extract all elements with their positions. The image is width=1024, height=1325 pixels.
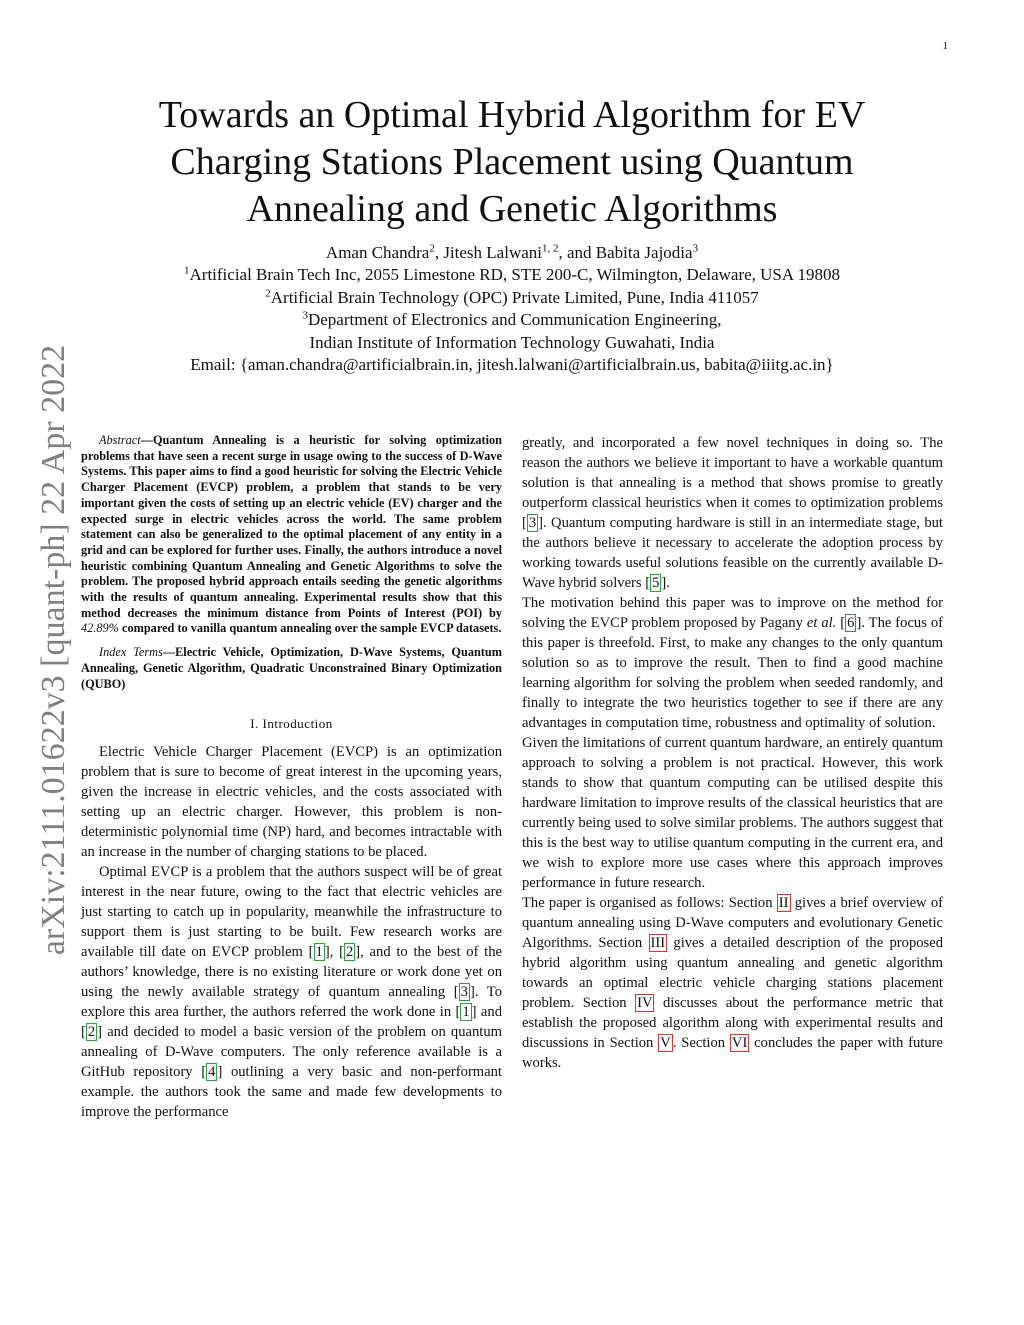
citation-link[interactable]: 2 (87, 1024, 96, 1041)
right-paragraph-4 (522, 893, 943, 1073)
author-name: , Jitesh Lalwani (434, 243, 542, 262)
author-name: Aman Chandra (325, 243, 430, 262)
index-terms-text: —Electric Vehicle, Optimization, D-Wave Systems, Quantum Annealing, Genetic Algorithm, Quadratic Unconstrained Binary Optimization (QUBO) (81, 645, 502, 691)
affiliation-mark: 3 (302, 309, 308, 322)
right-paragraph-2: The motivation behind this paper was to improve on the method for solving the EVCP problem proposed by Pagany et al. [ 6 ]. The focus of this paper is threefold. First, to make any changes to the only quantum solution so as to improve the result. Then to find a good machine learning algorithm for solving the problem when seeded randomly, and finally to integrate the two heuristics together to see if there are any advantages in computation time, robustness and optimality of solution. (522, 595, 944, 731)
paragraph-text: The motivation behind this paper was to improve on the method for solving the EVCP problem proposed by Pagany (522, 595, 943, 631)
paragraph-text: outlining a very basic and non-performant example. the authors took the same and made few developments to improve the performance (81, 1064, 502, 1121)
affiliation-1 (100, 264, 924, 286)
abstract-text: —Quantum Annealing is a heuristic for solving optimization problems that have seen a recent surge in usage owing to the success of D-Wave Systems. This paper aims to find a good heuristic for solving the Electric Vehicle Charger Placement (EVCP) problem, a problem that stands to be very important given the costs of setting up an electric vehicle (EV) charger and the expected surge in electric vehicles across the world. The same problem statement can also be generalized to the optimal placement of any entity in a grid and can be explored for further uses. Finally, the authors introduce a novel heuristic combining Quantum Annealing and Genetic Algorithms to solve the problem. The proposed hybrid approach entails seeding the genetic algorithms with the results of quantum annealing. Experimental results show that this method decreases the minimum distance from Points of Interest (POI) by (81, 433, 502, 620)
affiliation-3-institute: Indian Institute of Information Technology Guwahati, India (309, 332, 715, 352)
citation-link[interactable]: 5 (652, 575, 660, 591)
citation-link[interactable]: 3 (528, 515, 537, 531)
author-list (100, 242, 924, 264)
affiliation-mark: 1 (184, 264, 190, 277)
intro-paragraph-2: Optimal EVCP is a problem that the authors suspect will be of great interest in the near future, owing to the fact that electric vehicles are just starting to catch up in popularity, meanwhile the infrastructure to support them is just starting to be built. Few research works are available till date on EVCP problem [ 1 ], [ 2 ], and to the best of the authors’ knowledge, there is no existing literature or work done yet on using the newly available strategy of quantum annealing [ 3 ]. To explore this area further, the authors referred the work done in [ 1 ] and [ 2 ] and decided to model a basic version of the problem on quantum annealing of D-Wave computers. The only reference available is a GitHub repository [ 4 ] outlining a very basic and non-performant example. the authors took the same and made few developments to improve the performance (81, 864, 503, 1121)
author-affiliation-mark: 3 (692, 242, 699, 255)
left-column (81, 433, 502, 1122)
paragraph-text: and decided to model a basic version of the problem on quantum annealing of D-Wave computers. The only reference available is a GitHub repository (81, 1024, 502, 1081)
affiliation-text: Artificial Brain Tech Inc, 2055 Limestone RD, STE 200-C, Wilmington, Delaware, USA 19808 (189, 265, 840, 285)
citation-link[interactable]: 1 (315, 944, 323, 961)
citation-link[interactable]: 3 (460, 984, 468, 1001)
citation-link[interactable]: 4 (208, 1064, 216, 1081)
paragraph-text: Optimal EVCP is a problem that the authors suspect will be of great interest in the near future, owing to the fact that electric vehicles are just starting to catch up in popularity, meanwhile the infrastructure to support them is just starting to be built. Few research works are available till date on EVCP problem (81, 864, 502, 961)
section-ref-link[interactable]: III (650, 935, 666, 951)
paragraph-text: . To explore this area further, the authors referred the work done in (81, 984, 502, 1021)
index-terms-label: Index Terms (99, 645, 163, 660)
affiliation-text: Artificial Brain Technology (OPC) Private Limited, Pune, India 411057 (270, 287, 759, 307)
page-number: 1 (942, 40, 948, 52)
title-line-1: Towards an Optimal Hybrid Algorithm for EV (158, 94, 866, 136)
arxiv-identifier-stamp[interactable]: arXiv:2111.01622v3 [quant-ph] 22 Apr 2022 (35, 344, 72, 956)
affiliation-3 (100, 309, 924, 331)
author-name: , and Babita Jajodia (558, 243, 693, 262)
intro-paragraph-1: Electric Vehicle Charger Placement (EVCP) is an optimization problem that is sure to become of great interest in the upcoming years, given the increase in electric vehicles, and the costs associated with setting up an electric charger. However, this problem is non-deterministic polynomial time (NP) hard, and becomes intractable with an increase in the number of charging stations to be placed. (81, 744, 502, 861)
affiliation-mark: 2 (265, 287, 271, 300)
abstract-percent: 42.89% (81, 621, 119, 636)
paragraph-text: . (666, 575, 670, 591)
paragraph-text: , (329, 944, 340, 961)
abstract (81, 433, 502, 637)
paper-title (110, 92, 914, 233)
paragraph-text (836, 615, 840, 631)
index-terms (81, 645, 502, 692)
author-affiliation-mark: 2 (429, 242, 435, 255)
affiliation-text: Department of Electronics and Communication Engineering, (307, 310, 722, 330)
right-paragraph-3: Given the limitations of current quantum hardware, an entirely quantum approach to solving a problem is not practical. However, this work stands to show that quantum computing can be utilised despite this hardware limitation to improve results of the classical heuristics that are currently being used to solve similar problems. The authors suggest that this is the best way to utilise quantum computing in the current era, and we wish to explore more use cases where this approach improves performance in future research. (522, 735, 943, 891)
abstract-label: Abstract (99, 433, 141, 447)
title-line-3: Annealing and Genetic Algorithms (246, 188, 778, 230)
paragraph-text: greatly, and incorporated a few novel techniques in doing so. The reason the authors we believe it important to have a workable quantum solution is that annealing is a method that shows promise to greatly outperform classical heuristics when it comes to optimization problems (522, 435, 943, 511)
title-line-2: Charging Stations Placement using Quantum (170, 141, 854, 183)
paragraph-text: . Section (672, 1035, 730, 1051)
right-column (522, 433, 943, 1073)
citation-link[interactable]: 1 (462, 1004, 470, 1021)
paragraph-text: The paper is organised as follows: Section (522, 895, 777, 911)
section-ref-link[interactable]: II (778, 895, 789, 911)
section-ref-link[interactable]: IV (637, 995, 653, 1011)
citation-link[interactable]: 2 (345, 944, 354, 961)
paragraph-text: concludes the paper with future works. (522, 1035, 943, 1071)
paragraph-text: , and to the best of the authors’ knowledge, there is no existing literature or work done yet on using the newly available strategy of quantum annealing (81, 944, 503, 1001)
paragraph-text: gives a brief overview of quantum annealing using D-Wave computers and evolutionary Genetic Algorithms. Section (522, 895, 943, 951)
affiliation-2 (100, 287, 924, 309)
citation-link[interactable]: 6 (847, 615, 855, 631)
author-block (100, 242, 924, 376)
paragraph-text: . The focus of this paper is threefold. First, to make any changes to the only quantum solution so as to improve the result. Then to find a good machine learning algorithm for solving the problem when seeded randomly, and finally to integrate the two heuristics together to see if there are any advantages in computation time, robustness and optimality of solution. (522, 615, 944, 731)
right-paragraph-1: greatly, and incorporated a few novel techniques in doing so. The reason the authors we believe it important to have a workable quantum solution is that annealing is a method that shows promise to greatly outperform classical heuristics when it comes to optimization problems [ 3 ]. Quantum computing hardware is still in an intermediate stage, but the authors believe it necessary to accelerate the adoption process by working towards useful solutions feasible on the currently available D-Wave hybrid solvers [ 5 ]. (522, 435, 943, 591)
section-ref-link[interactable]: V (660, 1035, 671, 1051)
paragraph-text: . Quantum computing hardware is still in an intermediate stage, but the authors believe it necessary to accelerate the adoption process by working towards useful solutions feasible on the currently available D-Wave hybrid solvers (522, 515, 943, 591)
paragraph-text: and (476, 1004, 502, 1021)
author-affiliation-mark: 1, 2 (541, 242, 559, 255)
et-al-text: et al. (806, 615, 837, 631)
paragraph-text: discusses about the performance metric that establish the proposed algorithm along with experimental results and discussions in Section (522, 995, 943, 1051)
section-heading-introduction: I. Introduction (250, 716, 333, 732)
email-line: Email: {aman.chandra@artificialbrain.in, jitesh.lalwani@artificialbrain.us, babita@iiitg.ac.in} (190, 355, 834, 375)
section-ref-link[interactable]: VI (731, 1035, 748, 1051)
paragraph-text: gives a detailed description of the proposed hybrid algorithm using quantum annealing and genetic algorithm towards an optimal electric vehicle charging stations placement problem. Section (522, 935, 943, 1011)
abstract-text-end: compared to vanilla quantum annealing over the sample EVCP datasets. (118, 621, 502, 636)
